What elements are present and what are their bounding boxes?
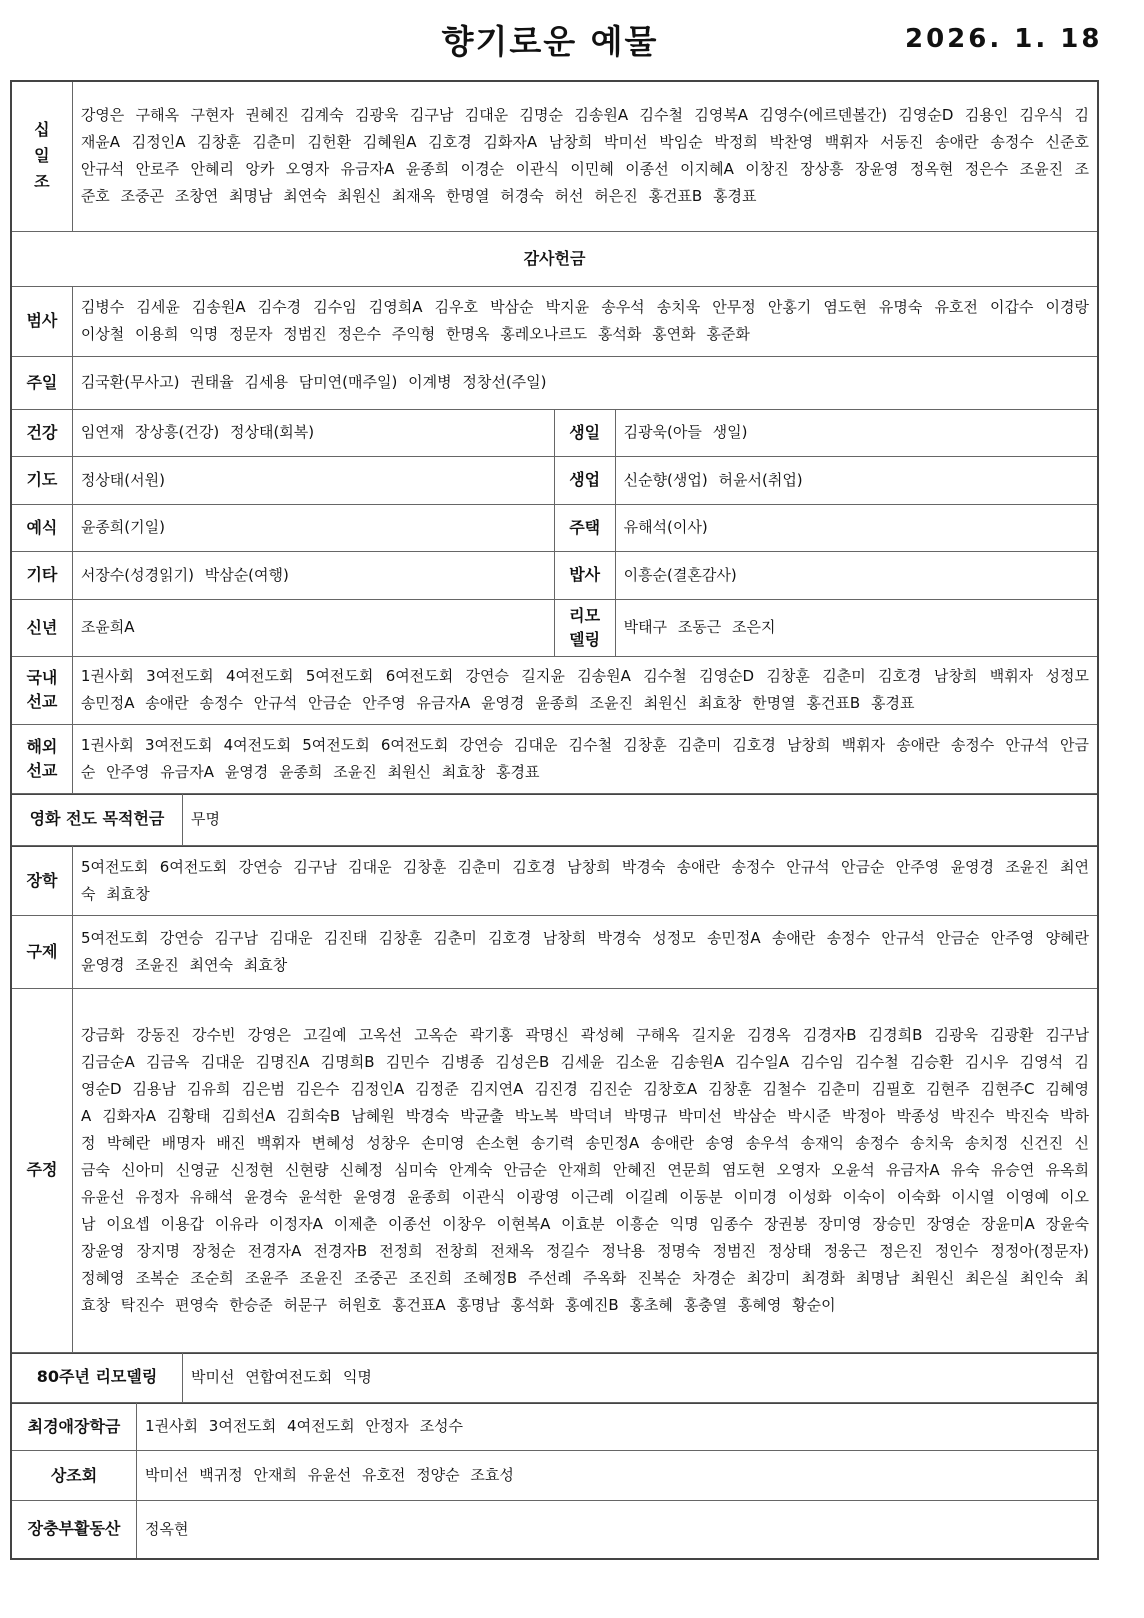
domestic-names: 1권사회 3여전도회 4여전도회 5여전도회 6여전도회 강연승 길지윤 김송원A 김수철 김영순D 김창훈 김춘미 김호경 남창희 백휘자 성정모 송민정A 송애란 송정수 안규석 안금순 안주영 유금자A 윤영경 윤종희 조윤진 최원신 최효창 한명열 홍건표B 홍경표 — [72, 656, 1098, 724]
resurrection-park-label: 장충부활동산 — [11, 1501, 137, 1559]
mutual-aid-names: 박미선 백귀정 안재희 유윤선 유호전 정양순 조효성 — [137, 1451, 1099, 1501]
other-names: 서장수(성경읽기) 박삼순(여행) — [72, 551, 554, 599]
pair-row — [11, 456, 1098, 504]
thanks-heading: 감사헌금 — [11, 231, 1098, 286]
pair-row — [11, 409, 1098, 456]
offering-table-3 — [10, 845, 1099, 1354]
birthday-names: 김광욱(아들 생일) — [615, 409, 1098, 456]
domestic-row — [11, 656, 1098, 724]
newyear-names: 조윤희A — [72, 599, 554, 656]
beomsa-label: 범사 — [11, 286, 72, 356]
remodel-label: 리모델링 — [554, 599, 615, 656]
weekly-label: 주정 — [11, 989, 73, 1353]
offering-table-5 — [10, 1402, 1099, 1560]
housing-names: 유해석(이사) — [615, 504, 1098, 551]
remodel-names: 박태구 조동근 조은지 — [615, 599, 1098, 656]
sunday-names: 김국환(무사고) 권태율 김세용 담미연(매주일) 이계병 정창선(주일) — [72, 356, 1098, 409]
meal-label: 밥사 — [554, 551, 615, 599]
newyear-label: 신년 — [11, 599, 72, 656]
scholarship-names: 5여전도회 6여전도회 강연승 김구남 김대운 김창훈 김춘미 김호경 남창희 박경숙 송애란 송정수 안규석 안금순 안주영 윤영경 조윤진 최연숙 최효창 — [73, 846, 1099, 916]
offering-table-4 — [10, 1352, 1099, 1404]
scholarship-label: 장학 — [11, 846, 73, 916]
livelihood-label: 생업 — [554, 456, 615, 504]
prayer-names: 정상태(서원) — [72, 456, 554, 504]
mutual-aid-label: 상조회 — [11, 1451, 137, 1501]
domestic-label: 국내선교 — [11, 656, 72, 724]
tithe-row — [11, 81, 1098, 231]
livelihood-names: 신순향(생업) 허윤서(취업) — [615, 456, 1098, 504]
offering-table — [10, 80, 1099, 795]
resurrection-park-names: 정옥현 — [137, 1501, 1099, 1559]
health-label: 건강 — [11, 409, 72, 456]
sunday-label: 주일 — [11, 356, 72, 409]
pair-row — [11, 599, 1098, 656]
sunday-row — [11, 356, 1098, 409]
page-header — [0, 14, 1144, 64]
ceremony-label: 예식 — [11, 504, 72, 551]
remodel80-label: 80주년 리모델링 — [11, 1353, 183, 1403]
relief-names: 5여전도회 강연승 김구남 김대운 김진태 김창훈 김춘미 김호경 남창희 박경숙 성정모 송민정A 송애란 송정수 안규석 안금순 안주영 양혜란 윤영경 조윤진 최연숙 최효창 — [73, 916, 1099, 989]
tithe-label: 십일조 — [11, 81, 72, 231]
birthday-label: 생일 — [554, 409, 615, 456]
tithe-names: 강영은 구해옥 구현자 권혜진 김계숙 김광욱 김구남 김대운 김명순 김송원A 김수철 김영복A 김영수(에르덴볼간) 김영순D 김용인 김우식 김재윤A 김정인A 김창훈 김춘미 김헌환 김혜원A 김호경 김화자A 남창희 박미선 박임순 박정희 박찬영 백휘자 서동진 송애란 송정수 신준호 안규석 안로주 안혜리 앙카 오영자 유금자A 윤종희 이경순 이관식 이민혜 이종선 이지혜A 이창진 장상흥 장윤영 정옥현 정은수 조윤진 조준호 조중곤 조창연 최명남 최연숙 최원신 최재옥 한명열 허경숙 허선 허은진 홍건표B 홍경표 — [72, 81, 1098, 231]
pair-row — [11, 551, 1098, 599]
beomsa-row — [11, 286, 1098, 356]
prayer-label: 기도 — [11, 456, 72, 504]
beomsa-names: 김병수 김세윤 김송원A 김수경 김수임 김영희A 김우호 박삼순 박지윤 송우석 송치욱 안무정 안홍기 염도현 유명숙 유호전 이갑수 이경랑 이상철 이용희 익명 정문자 정범진 정은수 주익형 한명옥 홍레오나르도 홍석화 홍연화 홍준화 — [72, 286, 1098, 356]
overseas-names: 1권사회 3여전도회 4여전도회 5여전도회 6여전도회 강연승 김대운 김수철 김창훈 김춘미 김호경 남창희 백휘자 송애란 송정수 안규석 안금순 안주영 유금자A 윤영경 윤종희 조윤진 최원신 최효창 홍경표 — [72, 724, 1098, 794]
weekly-names: 강금화 강동진 강수빈 강영은 고길예 고옥선 고옥순 곽기홍 곽명신 곽성혜 구해옥 길지윤 김경옥 김경자B 김경희B 김광욱 김광환 김구남 김금순A 김금옥 김대운 김명진A 김명희B 김민수 김병종 김성은B 김세윤 김소윤 김송원A 김수일A 김수임 김수철 김승환 김시우 김영석 김영순D 김용남 김유희 김은범 김은수 김정인A 김정준 김지연A 김진경 김진순 김창호A 김창훈 김철수 김춘미 김필호 김현주 김현주C 김혜영A 김화자A 김황태 김희선A 김희숙B 남혜원 박경숙 박균출 박노복 박덕녀 박명규 박미선 박삼순 박시준 박정아 박종성 박진수 박진숙 박하정 박혜란 배명자 배진 백휘자 변혜성 성창우 손미영 손소현 송기력 송민정A 송애란 송영 송우석 송재익 송정수 송치욱 송치정 신건진 신금숙 신아미 신영균 신정현 신현량 신혜정 심미숙 안계숙 안금순 안재희 안혜진 연문희 염도현 오영자 오윤석 유금자A 유숙 유승연 유옥희 유윤선 유정자 유해석 윤경숙 윤석한 윤영경 윤종희 이관식 이광영 이근례 이길례 이동분 이미경 이성화 이숙이 이숙화 이시열 이영예 이오남 이요셉 이용갑 이유라 이정자A 이제춘 이종선 이창우 이현복A 이효분 이흥순 익명 임종수 장권봉 장미영 장승민 장영순 장윤미A 장윤숙 장윤영 장지명 장청순 전경자A 전경자B 전정희 전창희 전채옥 정길수 정낙용 정명숙 정범진 정상태 정웅근 정은진 정인수 정정아(정문자) 정혜영 조복순 조순희 조윤주 조윤진 조중곤 조진희 조혜정B 주선례 주옥화 진복순 차경순 최강미 최경화 최명남 최원신 최은실 최인숙 최효창 탁진수 편영숙 한승준 허문구 허원호 홍건표A 홍명남 홍석화 홍예진B 홍초혜 홍충열 홍혜영 황순이 — [73, 989, 1099, 1353]
choi-scholarship-label: 최경애장학금 — [11, 1403, 137, 1451]
date: 2026. 1. 18 — [905, 24, 1103, 54]
page-title: 향기로운 예물 — [441, 22, 659, 61]
evangelism-label: 영화 전도 목적헌금 — [11, 794, 183, 846]
relief-label: 구제 — [11, 916, 73, 989]
ceremony-names: 윤종희(기일) — [72, 504, 554, 551]
other-label: 기타 — [11, 551, 72, 599]
choi-scholarship-names: 1권사회 3여전도회 4여전도회 안정자 조성수 — [137, 1403, 1099, 1451]
pair-row — [11, 504, 1098, 551]
health-names: 임연재 장상흥(건강) 정상태(회복) — [72, 409, 554, 456]
evangelism-names: 무명 — [183, 794, 1099, 846]
overseas-row — [11, 724, 1098, 794]
housing-label: 주택 — [554, 504, 615, 551]
remodel80-names: 박미선 연합여전도회 익명 — [183, 1353, 1099, 1403]
offering-table-2 — [10, 793, 1099, 847]
meal-names: 이흥순(결혼감사) — [615, 551, 1098, 599]
overseas-label: 해외선교 — [11, 724, 72, 794]
